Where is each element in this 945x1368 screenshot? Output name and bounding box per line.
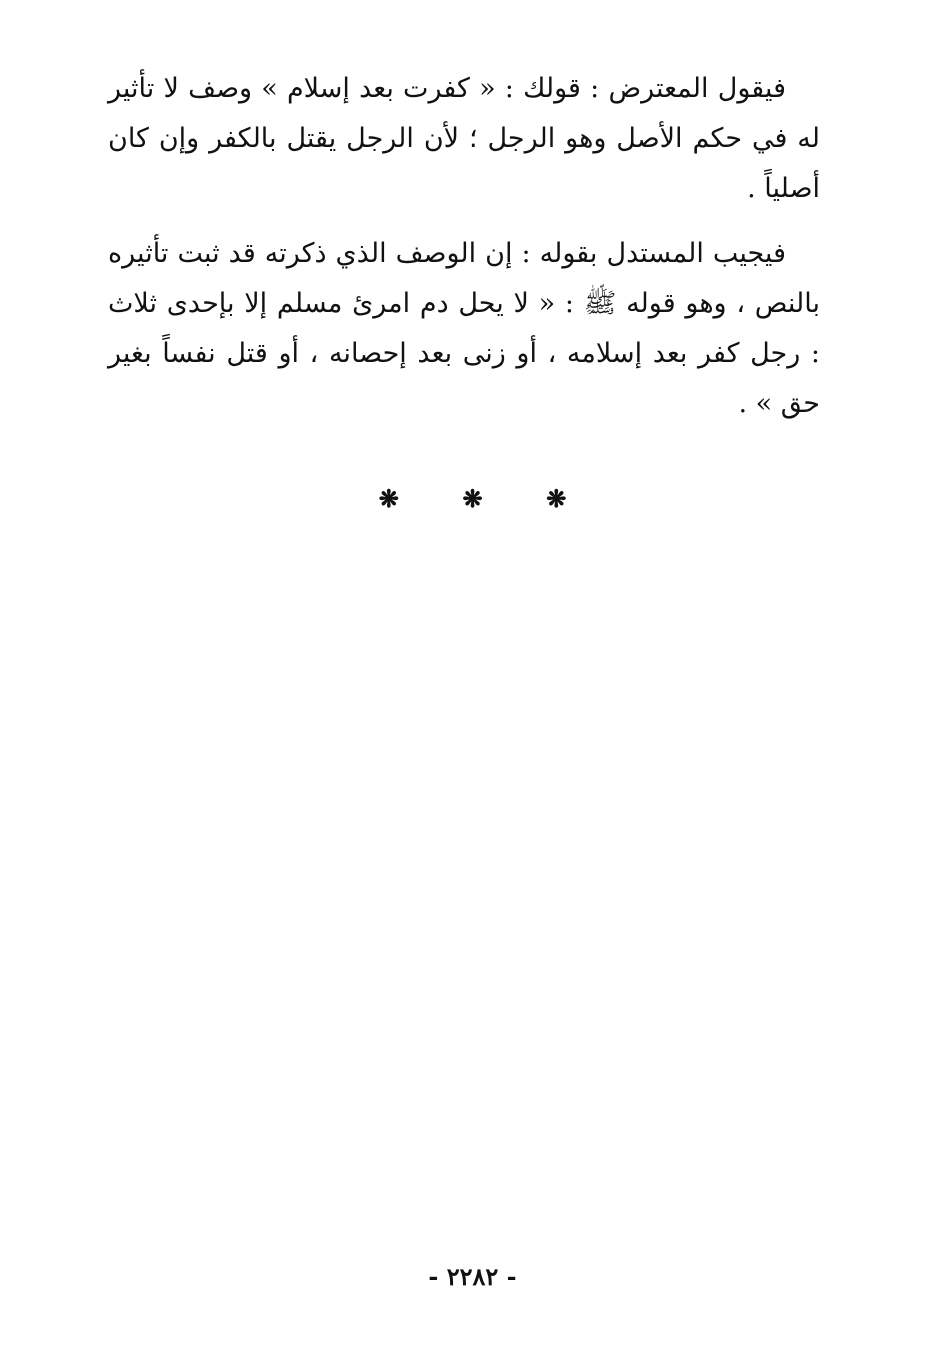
- paragraph-response: فيجيب المستدل بقوله : إن الوصف الذي ذكرته قد ثبت تأثيره بالنص ، وهو قوله ﷺ : « لا يحل دم امرئ مسلم إلا بإحدى ثلاث : رجل كفر بعد إسلامه ، أو زنى بعد إحصانه ، أو قتل نفساً بغير حق » .: [108, 238, 820, 419]
- asterisk-icon: ❋: [462, 484, 483, 513]
- asterisk-icon: ❋: [378, 484, 399, 513]
- page-number: - ٢٢٨٢ -: [428, 1262, 517, 1291]
- asterisk-icon: ❋: [546, 484, 567, 513]
- paragraph-objection: فيقول المعترض : قولك : « كفرت بعد إسلام » وصف لا تأثير له في حكم الأصل وهو الرجل ؛ لأن الرجل يقتل بالكفر وإن كان أصلياً .: [108, 73, 820, 204]
- section-separator: [0, 484, 945, 513]
- body-text: [108, 64, 820, 429]
